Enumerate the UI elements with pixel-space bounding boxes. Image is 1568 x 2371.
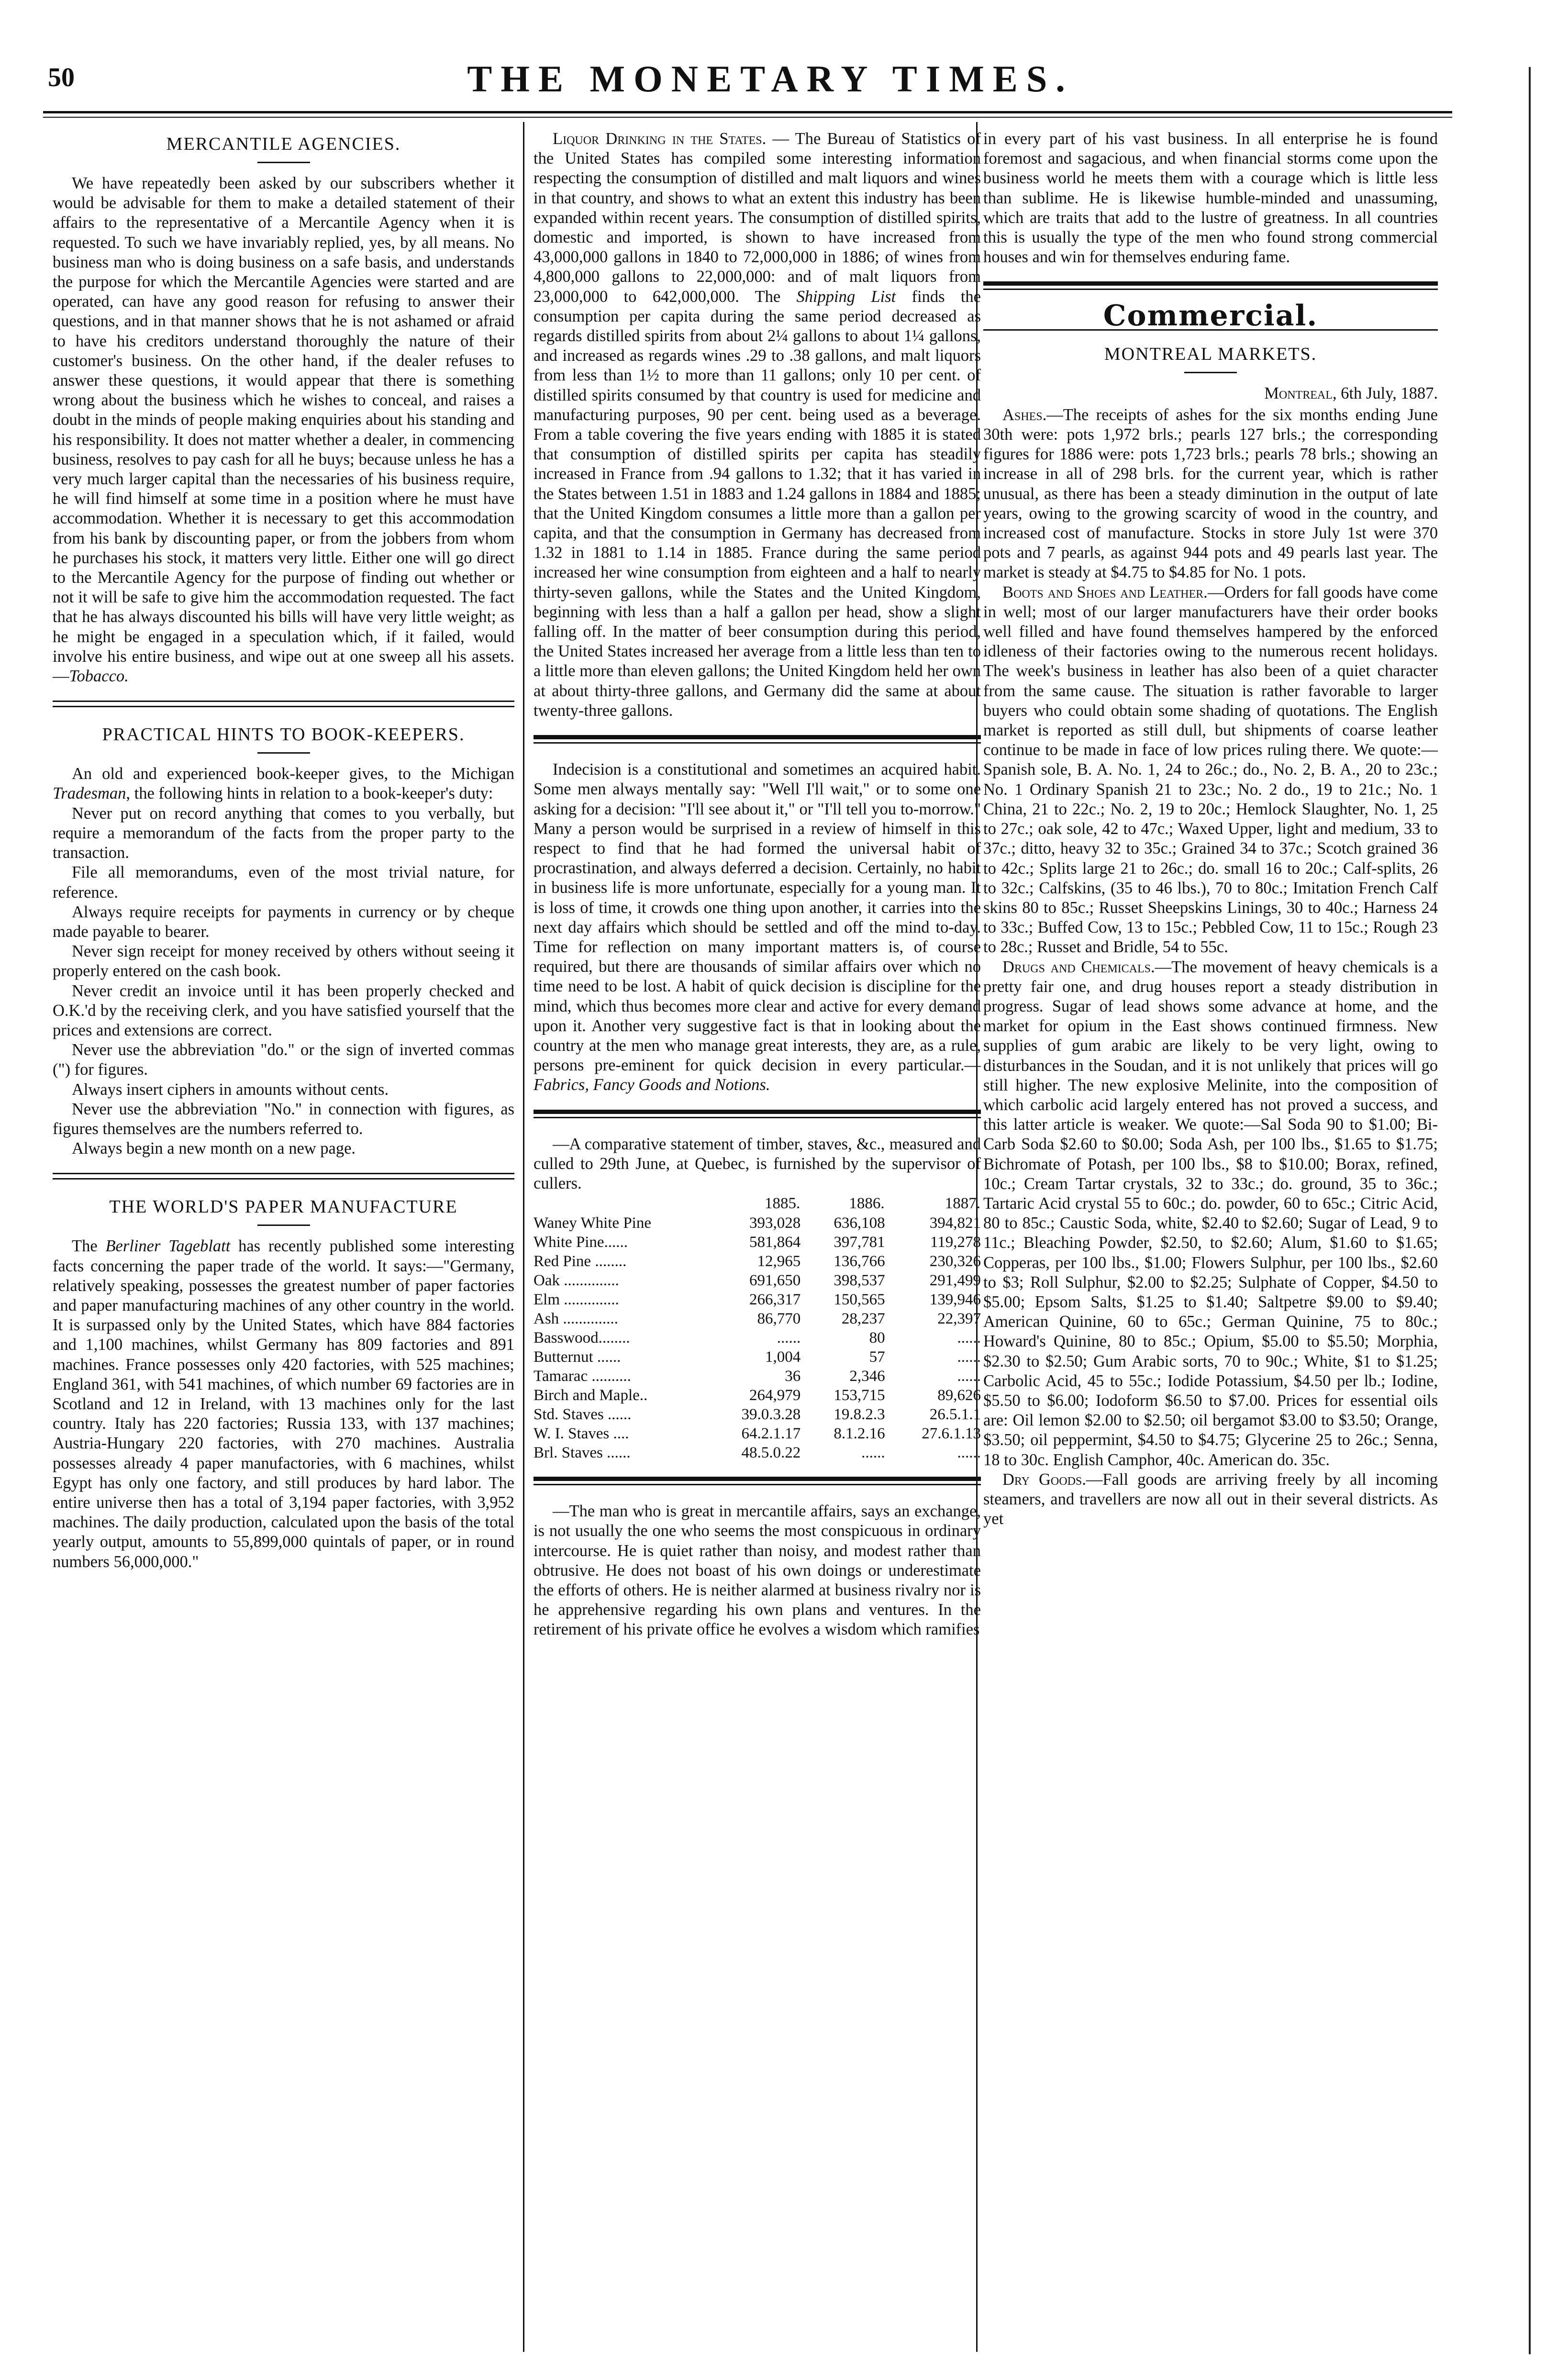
table-row: Red Pine ........ 12,965 136,766 230,326: [534, 1253, 981, 1270]
table-row: White Pine...... 581,864 397,781 119,278: [534, 1234, 981, 1251]
market-paragraph: Dry Goods.—Fall goods are arriving freely by all incoming steamers, and travellers are now all out in their several districts. As yet: [983, 1470, 1438, 1528]
article-intro: —A comparative statement of timber, staves, &c., measured and culled to 29th June, at Quebec, is furnished by the supervisor of cullers.: [534, 1135, 981, 1192]
table-row: Basswood........ ...... 80 ......: [534, 1329, 981, 1347]
hint-item: Never put on record anything that comes to you verbally, but require a memorandum of the facts from the proper party to the transaction.: [53, 804, 514, 862]
masthead: THE MONETARY TIMES.: [467, 58, 1074, 100]
source-citation: Tobacco.: [69, 667, 129, 686]
run-in-heading: Liquor Drinking in the States.: [553, 130, 767, 148]
article-body: The Berliner Tageblatt has recently published some interesting facts concerning the paper trade of the world. It says:—"Germany, relatively speaking, possesses the greatest number of paper factories and paper manufacturing machines of any other country in the world. It is surpassed only by the United States, which have 884 factories and 1,100 machines, whilst Germany has 809 factories and 891 machines. France possesses only 420 factories, with 525 machines; England 361, with 541 machines, of which number 69 factories are in Scotland and 12 in Ireland, with 13 machines only for the last country. Italy has 220 factories; Russia 133, with 137 machines; Austria-Hungary 220 factories, with 270 machines. Australia possesses already 4 paper manufactories, with 6 machines, whilst Egypt has only one factory, and still produces by hard labor. The entire universe then has a total of 3,194 paper factories, with 3,952 machines. The daily production, calculated upon the basis of the total yearly output, amounts to 55,899,000 quintals of paper, or in round numbers 56,000,000.": [53, 1237, 515, 1571]
column-right: [983, 129, 1438, 1529]
section-rule: [983, 281, 1438, 290]
run-in-heading: Boots and Shoes and Leather.: [1002, 583, 1208, 601]
column-middle: [534, 129, 981, 1640]
table-row: Brl. Staves ...... 48.5.0.22 ...... ......: [534, 1444, 981, 1462]
article-title: THE WORLD'S PAPER MANUFACTURE: [109, 1197, 458, 1217]
table-row: W. I. Staves .... 64.2.1.17 8.1.2.16 27.6.1.13: [534, 1425, 981, 1443]
title-rule: [257, 1224, 310, 1226]
header-rule: [43, 111, 1452, 113]
page-header: [43, 57, 1498, 110]
table-row: Elm .............. 266,317 150,565 139,946: [534, 1291, 981, 1309]
section-rule: [53, 701, 514, 707]
article-body: Indecision is a constitutional and sometimes an acquired habit. Some men always mentally say: "Well I'll wait," or to some one asking for a decision: "I'll see about it," or "I'll tell you to-morrow." Many a person would be surprised in a review of himself in this respect to find that he had formed the universal habit of procrastination, and always deferred a decision. Certainly, no habit in business life is more unfortunate, especially for a young man. It is loss of time, it crowds one thing upon another, it carries into the next day affairs which should be settled and off the mind to-day. Time for reflection on many important matters is, of course required, but there are thousands of similar affairs over which no time need to be lost. A habit of quick decision is discipline for the mind, which thus becomes more clear and active for every demand upon it. Another very suggestive fact is that in looking about the country at the men who manage great interests, they are, as a rule, persons pre-eminent for quick decision in every particular.—Fabrics, Fancy Goods and Notions.: [534, 760, 981, 1094]
page-number: 50: [48, 63, 75, 92]
table-row: Ash .............. 86,770 28,237 22,397: [534, 1310, 981, 1328]
table-row: Std. Staves ...... 39.0.3.28 19.8.2.3 26.5.1.1: [534, 1406, 981, 1424]
run-in-heading: Drugs and Chemicals.: [1002, 957, 1155, 976]
column-divider: [523, 122, 524, 2352]
market-paragraph: Ashes.—The receipts of ashes for the six months ending June 30th were: pots 1,972 brls.; pearls 127 brls.; the corresponding figures for 1886 were: pots 1,723 brls.; pearls 78 brls.; showing an increase in all of 298 brls. for the current year, which is rather unusual, as there has been a steady diminution in the output of late years, owing to the growing scarcity of wood in the country, and increased cost of manufacture. Stocks in store July 1st were 370 pots and 7 pearls, as against 944 pots and 49 pearls last year. The market is steady at $4.75 to $4.85 for No. 1 pots.: [983, 405, 1438, 582]
column-header: 1886.: [849, 1195, 885, 1213]
article-body: Liquor Drinking in the States. — The Bureau of Statistics of the United States has compiled some interesting information respecting the consumption of distilled and malt liquors and wines in that country, and shows to what an extent this industry has been expanded within recent years. The consumption of distilled spirits, domestic and imported, is shown to have increased from 43,000,000 gallons in 1840 to 72,000,000 in 1886; of wines from 4,800,000 gallons to 22,000,000: and of malt liquors from 23,000,000 to 642,000,000. The Shipping List finds the consumption per capita during the same period decreased as regards distilled spirits from about 2¼ gallons to about 1¼ gallons, and increased as regards wines .29 to .38 gallons, and malt liquors from less than 1½ to more than 11 gallons; only 10 per cent. of distilled spirits consumed by that country is used for medicine and manufacturing purposes, 90 per cent. being used as a beverage. From a table covering the five years ending with 1885 it is stated that consumption of distilled spirits per capita has steadily increased in France from .94 gallons to 1.32; that it has varied in the States between 1.51 in 1883 and 1.24 gallons in 1884 and 1885; that the United Kingdom consumes a little more than a gallon per capita, and that the consumption in Germany has decreased from 1.32 in 1881 to 1.14 in 1885. France during the same period increased her wine consumption from eighteen and a half to nearly thirty-seven gallons, while the States and the United Kingdom, beginning with less than a half a gallon per head, show a slight falling off. In the matter of beer consumption during this period, the United States increased her average from a little less than ten to a little more than eleven gallons; the United Kingdom held her own at about thirty-three gallons, and Germany did the same at about twenty-three gallons.: [534, 130, 981, 720]
source-citation: Fabrics, Fancy Goods and Notions.: [534, 1076, 770, 1094]
article-title: MONTREAL MARKETS.: [1104, 344, 1317, 364]
column-header: 1887.: [945, 1195, 980, 1213]
article-intro: An old and experienced book-keeper gives, to the Michigan Tradesman, the following hints in relation to a book-keeper's duty:: [53, 765, 514, 803]
header-rule-thin: [43, 117, 1452, 118]
hint-item: File all memorandums, even of the most trivial nature, for reference.: [53, 863, 514, 902]
table-header-row: [534, 1193, 981, 1213]
dateline: Montreal, 6th July, 1887.: [1264, 384, 1438, 402]
title-rule: [257, 162, 310, 163]
hint-item: Never credit an invoice until it has been properly checked and O.K.'d by the receiving clerk, and you have satisfied yourself that the prices and extensions are correct.: [53, 981, 514, 1039]
run-in-heading: Dry Goods.: [1002, 1470, 1086, 1489]
page-edge: [1529, 67, 1531, 2354]
hint-item: Always begin a new month on a new page.: [72, 1139, 356, 1158]
timber-table: [534, 1193, 981, 1462]
section-heading: Commercial.: [1103, 299, 1318, 333]
table-row: Birch and Maple.. 264,979 153,715 89,626: [534, 1387, 981, 1404]
column-header: 1885.: [764, 1195, 801, 1213]
title-rule: [1184, 372, 1237, 373]
table-row: Waney White Pine 393,028 636,108 394,821: [534, 1214, 981, 1232]
article-continuation: in every part of his vast business. In all enterprise he is found foremost and sagacious, and when financial storms come upon the business world he meets them with a courage which is little less than sublime. He is likewise humble-minded and unassuming, which are traits that add to the lustre of greatness. In all countries this is usually the type of the men who found strong commercial houses and win for themselves enduring fame.: [983, 130, 1438, 267]
hint-item: Always require receipts for payments in currency or by cheque made payable to bearer.: [53, 902, 514, 941]
section-rule: [534, 735, 981, 744]
run-in-heading: Ashes.: [1002, 405, 1047, 424]
hint-item: Never use the abbreviation "do." or the sign of inverted commas (") for figures.: [53, 1041, 514, 1079]
title-rule: [257, 752, 310, 754]
column-left: [53, 129, 514, 1572]
table-row: Oak .............. 691,650 398,537 291,499: [534, 1272, 981, 1290]
hint-item: Always insert ciphers in amounts without cents.: [72, 1080, 389, 1099]
article-title: MERCANTILE AGENCIES.: [166, 134, 401, 154]
market-paragraph: Drugs and Chemicals.—The movement of heavy chemicals is a pretty fair one, and drug houses report a steady distribution in progress. Sugar of lead shows some advance at home, and the market for opium in the East shows continued firmness. New supplies of gum arabic are likely to be very light, owing to disturbances in the Soudan, and it is not unlikely that prices will go still higher. The new explosive Melinite, into the composition of which carbolic acid largely entered has not proved a success, and this latter article is weaker. We quote:—Sal Soda 90 to $1.00; Bi-Carb Soda $2.60 to $0.00; Soda Ash, per 100 lbs., $1.65 to $1.75; Bichromate of Potash, per 100 lbs., $8 to $10.00; Borax, refined, 10c.; Cream Tartar crystals, 32 to 33c.; do. ground, 35 to 36c.; Tartaric Acid crystal 55 to 60c.; do. powder, 60 to 65c.; Citric Acid, 80 to 85c.; Caustic Soda, white, $2.40 to $2.60; Sugar of Lead, 9 to 11c.; Bleaching Powder, $2.50, to $2.60; Alum, $1.60 to $1.65; Copperas, per 100 lbs., $1.00; Flowers Sulphur, per 100 lbs., $2.60 to $3; Roll Sulphur, $2.00 to $2.25; Sulphate of Copper, $4.50 to $5.00; Epsom Salts, $1.25 to $1.40; Saltpetre $9.00 to $9.40; American Quinine, 60 to 65c.; German Quinine, 75 to 80c.; Howard's Quinine, 80 to 85c.; Opium, $5.00 to $5.50; Morphia, $2.30 to $2.50; Gum Arabic sorts, 70 to 90c.; White, $1 to $1.25; Carbolic Acid, 45 to 55c.; Iodide Potassium, $4.50 per lb.; Iodine, $5.50 to $6.00; Iodoform $6.50 to $7.00. Prices for essential oils are: Oil lemon $2.00 to $2.50; oil bergamot $3.00 to $3.50; Orange, $3.50; oil peppermint, $4.50 to $4.75; Glycerine 25 to 26c.; Senna, 18 to 30c. English Camphor, 40c. American do. 35c.: [983, 957, 1438, 1469]
article-body: We have repeatedly been asked by our subscribers whether it would be advisable for them to make a detailed statement of their affairs to the representative of a Mercantile Agency when it is requested. To such we have invariably replied, yes, by all means. No business man who is doing business on a safe basis, and understands the purpose for which the Mercantile Agencies were started and are operated, can have any good reason for refusing to answer their questions, and in that manner shows that he is not ashamed or afraid to have his creditors understand thoroughly the nature of their customer's business. On the other hand, if the dealer refuses to answer these questions, it would appear that there is something wrong about the business which he wishes to conceal, and raises a doubt in the minds of people making enquiries about his standing and his responsibility. It does not matter whether a dealer, in commencing business, resolves to pay cash for all he buys; because unless he has a very much larger capital than the necessaries of his business require, he will find himself at some time in a position where he must have accommodation. Whether it is necessary to get this accommodation from his bank by discounting paper, or from the jobbers from whom he purchases his stock, it matters very little. Either one will go direct to the Mercantile Agency for the purpose of finding out whether or not it will be safe to give him the accommodation requested. The fact that he has always discounted his bills will have very little weight; as he might be engaged in a speculation which, if it failed, would involve his entire business, and wipe out at one sweep all his assets.—Tobacco.: [53, 174, 514, 686]
article-body: —The man who is great in mercantile affairs, says an exchange, is not usually the one who seems the most conspicuous in ordinary intercourse. He is quiet rather than noisy, and modest rather than obtrusive. He does not boast of his own doings or underestimate the efforts of others. He is neither alarmed at business rivalry nor is he apprehensive regarding his own plans and ventures. In the retirement of his private office he evolves a wisdom which ramifies: [534, 1502, 981, 1639]
market-paragraph: Boots and Shoes and Leather.—Orders for fall goods have come in well; most of our larger manufacturers have their order books well filled and have found themselves hampered by the enforced idleness of their factories owing to the numerous recent holidays. The week's business in leather has also been of a quiet character from the same cause. The situation is rather favorable to larger buyers who could obtain some shading of quotations. The English market is reported as still dull, but shipments of coarse leather continue to be made in face of low prices ruling there. We quote:—Spanish sole, B. A. No. 1, 24 to 26c.; do., No. 2, B. A., 20 to 23c.; No. 1 Ordinary Spanish 21 to 23c.; No. 2 do., 19 to 21c.; No. 1 China, 21 to 22c.; No. 2, 19 to 20c.; Hemlock Slaughter, No. 1, 25 to 27c.; oak sole, 42 to 47c.; Waxed Upper, light and medium, 33 to 37c.; ditto, heavy 32 to 35c.; Grained 34 to 37c.; Scotch grained 36 to 42c.; Splits large 21 to 26c.; do. small 16 to 20c.; Calf-splits, 26 to 32c.; Calfskins, (35 to 46 lbs.), 70 to 80c.; Imitation French Calf skins 80 to 85c.; Russet Sheepskins Linings, 30 to 40c.; Harness 24 to 33c.; Buffed Cow, 13 to 15c.; Pebbled Cow, 11 to 15c.; Rough 23 to 28c.; Russet and Bridle, 54 to 55c.: [983, 583, 1438, 957]
section-rule: [534, 1477, 981, 1485]
section-rule: [534, 1110, 981, 1118]
table-row: Butternut ...... 1,004 57 ......: [534, 1348, 981, 1366]
hint-item: Never use the abbreviation "No." in connection with figures, as figures themselves are the numbers referred to.: [53, 1100, 514, 1138]
hint-item: Never sign receipt for money received by others without seeing it properly entered on the cash book.: [53, 942, 514, 980]
table-row: Tamarac .......... 36 2,346 ......: [534, 1368, 981, 1385]
section-rule: [53, 1173, 514, 1180]
article-title: PRACTICAL HINTS TO BOOK-KEEPERS.: [102, 724, 465, 745]
